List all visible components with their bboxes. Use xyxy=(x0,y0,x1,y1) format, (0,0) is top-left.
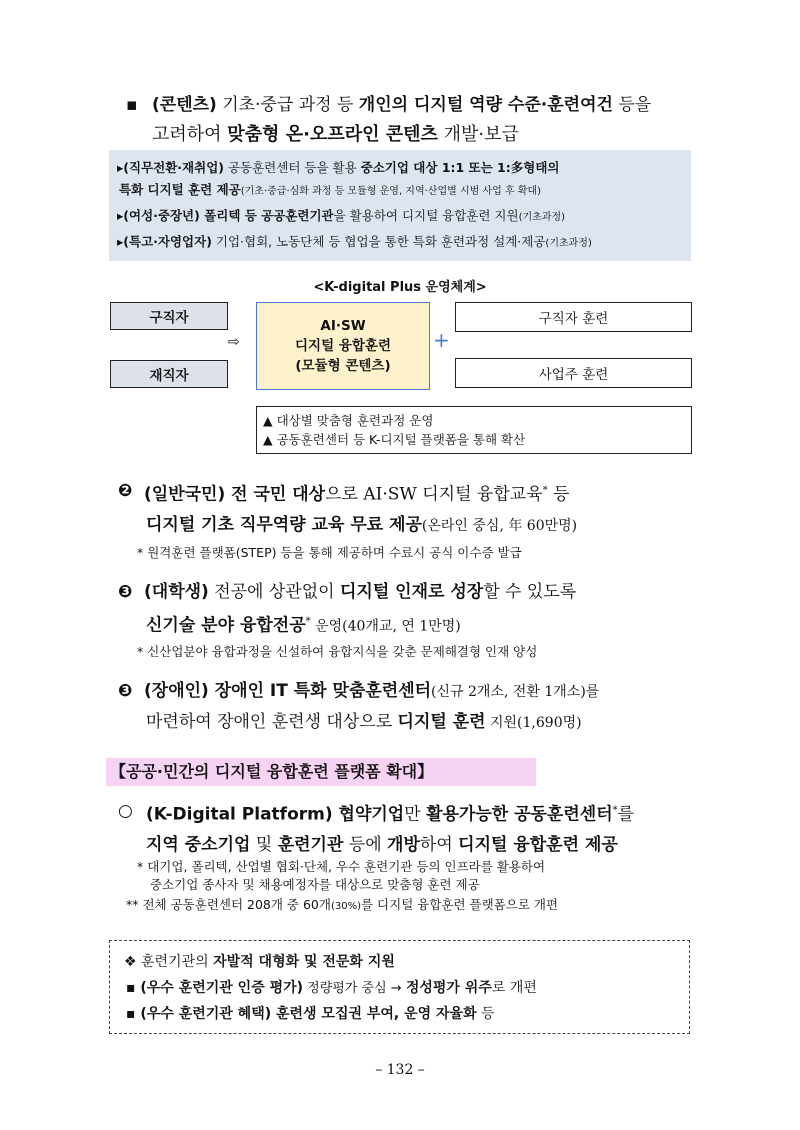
bold-text: (우수 훈련기관 인증 평가) xyxy=(135,980,304,996)
note-line: ▲ 대상별 맞춤형 훈련과정 운영 xyxy=(263,413,434,428)
diagram-title: <K-digital Plus 운영체계> xyxy=(313,280,487,295)
diagram-job-seeker-training-box: 구직자 훈련 xyxy=(455,302,692,332)
text: 등을 xyxy=(612,95,652,115)
footnote-mark: * xyxy=(305,616,311,627)
right-arrow-icon: ⇨ xyxy=(228,334,240,350)
text: 공동훈련센터 등을 활용 xyxy=(223,160,361,175)
item-number: ○ xyxy=(118,801,133,821)
bold-text: (일반국민) 전 국민 대상 xyxy=(144,484,326,505)
small-text: (기초과정) xyxy=(545,238,592,249)
bold-text: (여성·중장년) 폴리텍 등 공공훈련기관 xyxy=(123,208,334,223)
center-line: 디지털 융합훈련 xyxy=(295,338,391,354)
footnote-cont: 중소기업 종사자 및 채용예정자를 대상으로 맞춤형 훈련 제공 xyxy=(150,877,480,892)
item-number: ❸ xyxy=(118,582,133,602)
bold-text: 디지털 융합훈련 제공 xyxy=(458,834,618,855)
text: 개발·보급 xyxy=(437,124,519,145)
text: 만 xyxy=(404,804,427,825)
item-university xyxy=(118,577,708,642)
text: (온라인 중심, 年 60만명) xyxy=(421,517,578,534)
text: 으로 AI·SW 디지털 융합교육 xyxy=(325,484,543,505)
bold-text: (장애인) 장애인 IT 특화 맞춤훈련센터 xyxy=(144,681,432,701)
center-line: (모듈형 콘텐츠) xyxy=(295,358,391,374)
diagram-center-box xyxy=(256,302,430,390)
target-row-women-middle-aged xyxy=(117,206,565,224)
bold-text: 신기술 분야 융합전공 xyxy=(146,615,306,636)
center-line: AI·SW xyxy=(320,318,366,334)
bold-text: 맞춤형 온·오프라인 콘텐츠 xyxy=(227,124,438,145)
diagram-note-box xyxy=(256,406,692,454)
bold-text: 특화 디지털 훈련 제공 xyxy=(119,182,241,197)
target-row-freelancers xyxy=(117,232,592,250)
text: 등에 xyxy=(343,834,388,855)
text: 및 xyxy=(250,834,278,855)
text: 마련하여 장애인 훈련생 대상으로 xyxy=(146,712,398,732)
bold-text: 디지털 인재로 성장 xyxy=(339,582,484,602)
bold-text: (K-Digital Platform) 협약기업 xyxy=(146,804,405,825)
diamond-icon: ❖ xyxy=(124,954,137,970)
item-number: ❸ xyxy=(118,681,133,701)
support-row xyxy=(126,1003,495,1023)
bold-text: (직무전환·재취업) xyxy=(123,160,224,175)
footnote xyxy=(126,896,558,916)
bold-text: 중소기업 대상 1:1 또는 1:多형태의 xyxy=(360,160,560,175)
footnote-mark: * xyxy=(542,485,548,496)
bullet-marker: ▪ xyxy=(126,980,136,996)
bullet-marker: ▪ xyxy=(126,1006,136,1022)
item-general-public xyxy=(118,476,708,541)
text: 하여 xyxy=(419,834,459,855)
footnote: * 대기업, 폴리텍, 산업별 협회·단체, 우수 훈련기관 등의 인프라를 활용하여 xyxy=(137,859,546,874)
bold-text: 활용가능한 공동훈련센터 xyxy=(426,804,613,825)
text: 를 디지털 융합훈련 플랫폼으로 개편 xyxy=(361,897,559,912)
text: 등 xyxy=(476,1006,495,1022)
diagram-employee-box: 재직자 xyxy=(110,360,228,388)
text: 을 활용하여 디지털 융합훈련 지원 xyxy=(333,208,519,223)
text: 할 수 있도록 xyxy=(483,582,577,602)
text: 를 xyxy=(617,804,635,825)
target-row-career-change-cont xyxy=(119,180,541,198)
text: 로 개편 xyxy=(491,980,537,996)
diagram-job-seeker-box: 구직자 xyxy=(110,302,228,330)
support-row xyxy=(124,951,395,971)
plus-icon: + xyxy=(433,328,450,352)
bold-text: (대학생) xyxy=(144,582,209,602)
text: 훈련기관의 xyxy=(136,954,214,970)
footnote-mark: * xyxy=(612,805,618,816)
text: 운영(40개교, 연 1만명) xyxy=(310,618,461,635)
small-text: (30%) xyxy=(330,901,361,912)
row-marker: ▸ xyxy=(117,160,124,175)
bold-text: 디지털 훈련 xyxy=(397,712,486,732)
text: 지원(1,690명) xyxy=(485,715,582,731)
bold-text: 자발적 대형화 및 전문화 지원 xyxy=(213,954,395,970)
bold-text: 정성평가 위주 xyxy=(405,980,492,996)
target-row-career-change xyxy=(117,158,559,176)
footnote: * 신산업분야 융합과정을 신설하여 융합지식을 갖춘 문제해결형 인재 양성 xyxy=(137,644,538,659)
text: (신규 2개소, 전환 1개소)를 xyxy=(431,684,600,700)
section-heading: 【공공·민간의 디지털 융합훈련 플랫폼 확대】 xyxy=(106,758,536,786)
target-group-box xyxy=(109,150,691,261)
bullet-marker: ▪ xyxy=(126,95,138,115)
note-line: ▲ 공동훈련센터 등 K-디지털 플랫폼을 통해 확산 xyxy=(263,432,526,447)
text: 전공에 상관없이 xyxy=(208,582,340,602)
bold-text: 개방 xyxy=(387,834,420,855)
institution-support-box xyxy=(109,940,690,1034)
bullet-tag: (콘텐츠) xyxy=(152,95,217,115)
item-k-digital-platform xyxy=(118,796,708,860)
diagram-employer-training-box: 사업주 훈련 xyxy=(455,358,692,388)
text: 등 xyxy=(547,484,570,505)
support-row xyxy=(126,977,537,997)
footnote: * 원격훈련 플랫폼(STEP) 등을 통해 제공하며 수료시 공식 이수증 발급 xyxy=(137,545,522,560)
text: ** 전체 공동훈련센터 208개 중 60개 xyxy=(126,897,331,912)
text: 고려하여 xyxy=(152,124,228,145)
small-text: (기초·중급·심화 과정 등 모듈형 운영, 지역·산업별 시범 사업 후 확대) xyxy=(240,186,542,197)
bold-text: (우수 훈련기관 혜택) 훈련생 모집권 부여, 운영 자율화 xyxy=(135,1006,477,1022)
bold-text: 지역 중소기업 xyxy=(146,834,251,855)
text: 기업·협회, 노동단체 등 협업을 통한 특화 훈련과정 설계·제공 xyxy=(211,234,546,249)
bold-text: 디지털 기초 직무역량 교육 무료 제공 xyxy=(146,514,422,535)
item-disabled xyxy=(118,676,708,738)
page-number: – 132 – xyxy=(375,1062,425,1078)
bold-text: 훈련기관 xyxy=(277,834,344,855)
bold-text: (특고·자영업자) xyxy=(123,234,212,249)
content-bullet xyxy=(128,90,708,150)
item-number: ❷ xyxy=(118,481,133,501)
row-marker: ▸ xyxy=(117,234,124,249)
bold-text: 개인의 디지털 역량 수준·훈련여건 xyxy=(358,95,613,115)
text: 정량평가 중심 → xyxy=(303,981,406,996)
text: 기초·중급 과정 등 xyxy=(216,95,359,115)
small-text: (기초과정) xyxy=(518,212,566,223)
row-marker: ▸ xyxy=(117,208,124,223)
